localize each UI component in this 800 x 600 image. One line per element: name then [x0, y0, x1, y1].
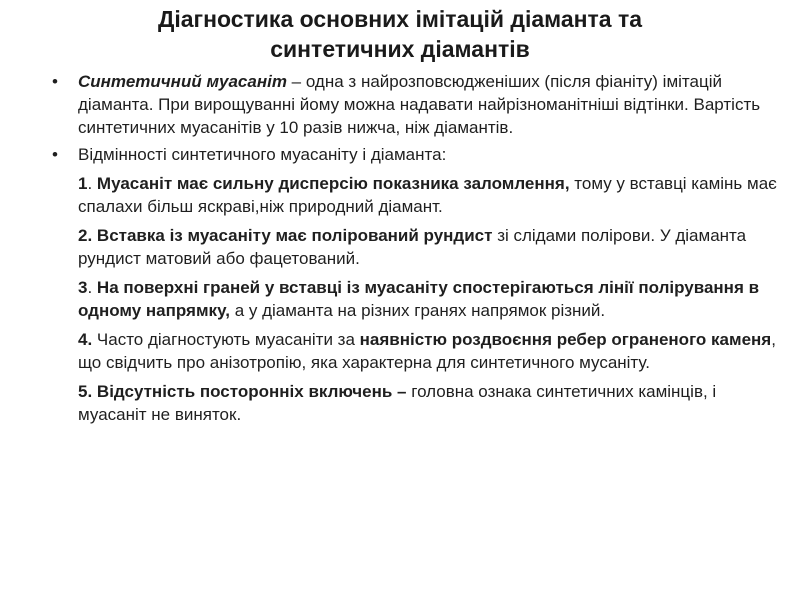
- point-separator: .: [87, 278, 97, 297]
- bullet-icon: •: [52, 145, 58, 164]
- point-bold: Вставка із муасаніту має полірований рундист: [96, 226, 493, 245]
- point-5: [48, 380, 778, 426]
- bullet-item-differences: [48, 143, 778, 166]
- content-body: [48, 70, 778, 430]
- point-bold: На поверхні граней у вставці із муасаніту спостерігаються лінії полірування в одному напрямку,: [78, 278, 760, 320]
- bullet-term: Синтетичний муасаніт: [78, 72, 287, 91]
- point-number: 3: [78, 278, 88, 297]
- point-text: , що свідчить про анізотропію, яка характерна для синтетичного мусаніту.: [78, 330, 776, 372]
- bullet-text: – одна з найрозповсюдженіших (після фіаніту) імітацій діаманта. При вирощуванні йому можна надавати найрізноманітніші відтінки. Вартість синтетичних муасанітів у 10 разів нижча, ніж діамантів.: [78, 72, 761, 137]
- bullet-text: Відмінності синтетичного муасаніту і діаманта:: [78, 145, 447, 164]
- point-number: 5.: [78, 382, 93, 401]
- point-bold: наявністю роздвоєння ребер ограненого каменя: [359, 330, 772, 349]
- point-2: [48, 224, 778, 270]
- title-line-2: синтетичних діамантів: [270, 36, 530, 62]
- point-number: 1: [78, 174, 88, 193]
- point-text: а у діаманта на різних гранях напрямок різний.: [229, 301, 606, 320]
- point-text: тому у вставці камінь має спалахи більш яскраві,ніж природний діамант.: [78, 174, 777, 216]
- title-line-1: Діагностика основних імітацій діаманта та: [157, 6, 643, 32]
- point-separator: .: [87, 174, 97, 193]
- point-4: [48, 328, 778, 374]
- bullet-item-moissanite: [48, 70, 778, 139]
- point-number: 2.: [78, 226, 93, 245]
- point-3: [48, 276, 778, 322]
- point-pre: Часто діагностують муасаніти за: [96, 330, 360, 349]
- point-bold: Відсутність посторонніх включень –: [96, 382, 407, 401]
- bullet-icon: •: [52, 72, 58, 91]
- page-title: [100, 4, 700, 64]
- point-bold: Муасаніт має сильну дисперсію показника заломлення,: [96, 174, 570, 193]
- point-text: зі слідами полірови. У діаманта рундист матовий або фацетований.: [78, 226, 747, 268]
- point-1: [48, 172, 778, 218]
- point-number: 4.: [78, 330, 93, 349]
- point-text: головна ознака синтетичних камінців, і муасаніт не виняток.: [78, 382, 717, 424]
